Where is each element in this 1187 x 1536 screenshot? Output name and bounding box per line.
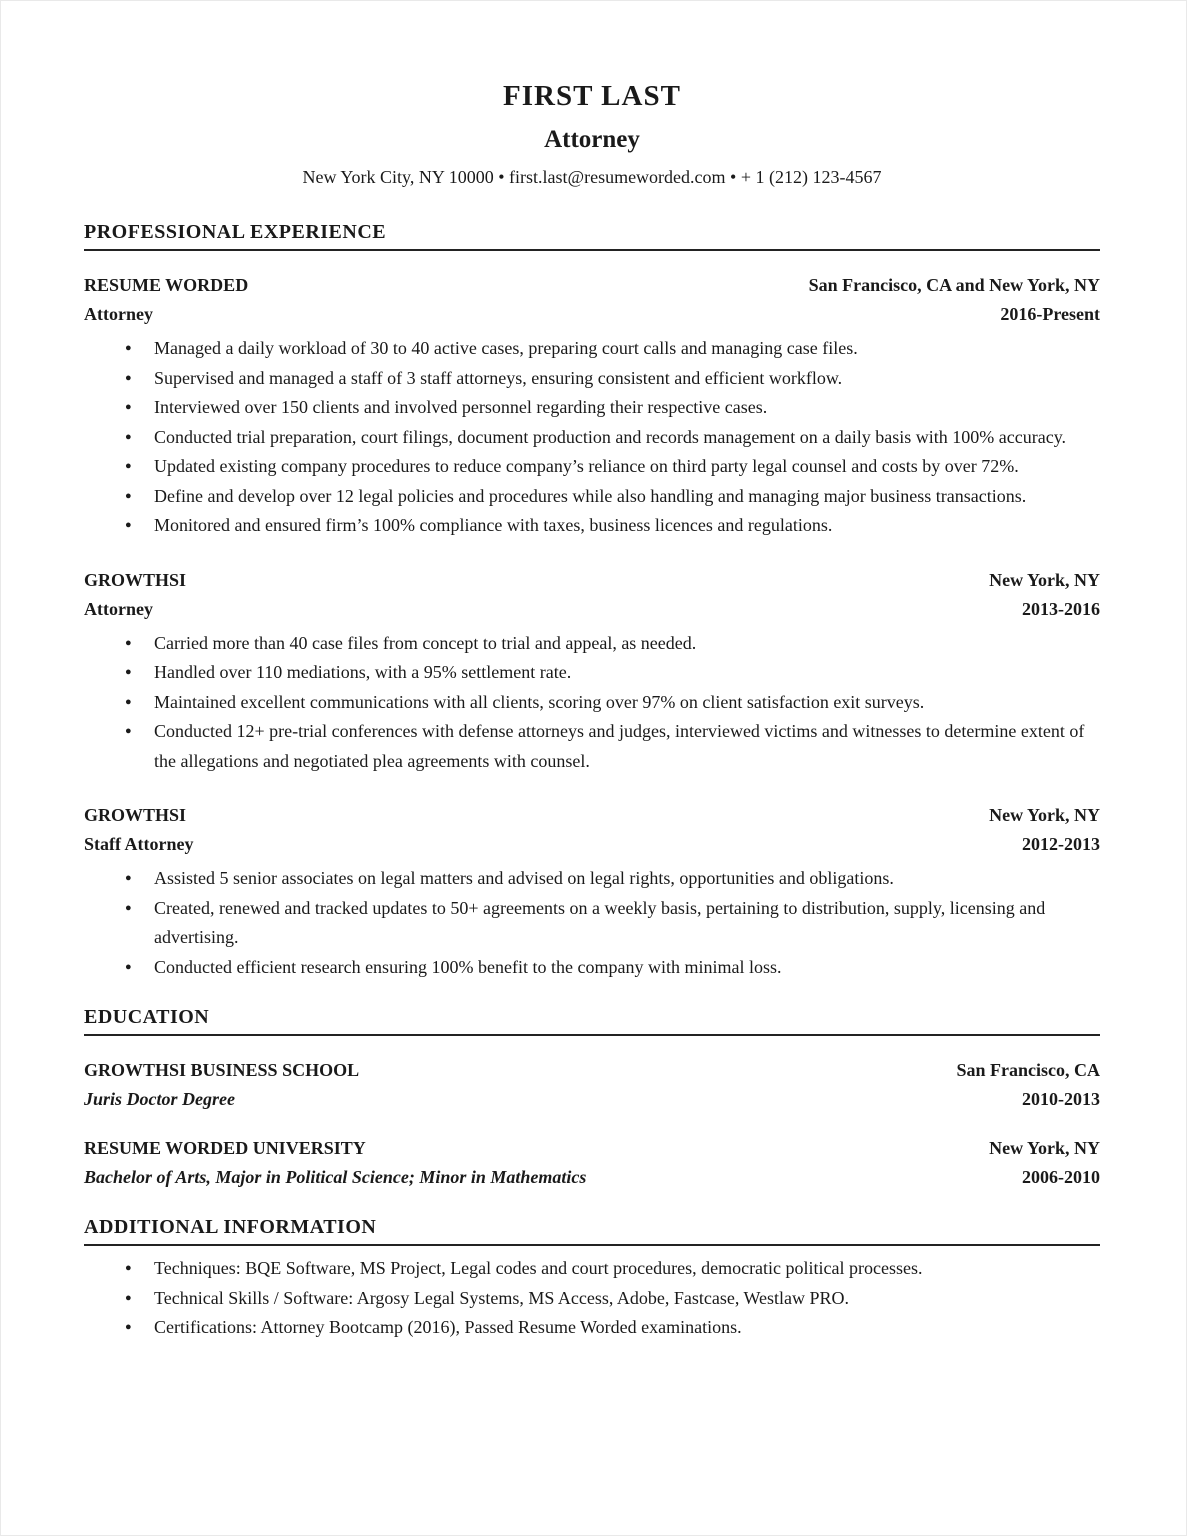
job-bullet: ● Assisted 5 senior associates on legal matters and advised on legal rights, opportunities and obligations. bbox=[84, 864, 1100, 894]
school-degree: Bachelor of Arts, Major in Political Science; Minor in Mathematics bbox=[84, 1167, 587, 1187]
job-bullet: ● Updated existing company procedures to reduce company’s reliance on third party legal counsel and costs by over 72%. bbox=[84, 452, 1100, 482]
school-dates: 2010-2013 bbox=[1022, 1089, 1100, 1109]
job-entry bbox=[84, 801, 1100, 982]
job-company: RESUME WORDED bbox=[84, 275, 249, 295]
job-entry bbox=[84, 271, 1100, 541]
job-bullet: ● Maintained excellent communications with all clients, scoring over 97% on client satisfaction exit surveys. bbox=[84, 688, 1100, 718]
job-bullet: ● Created, renewed and tracked updates to 50+ agreements on a weekly basis, pertaining to distribution, supply, licensing and advertising. bbox=[84, 894, 1100, 953]
job-role: Attorney bbox=[84, 598, 153, 619]
additional-bullet: ● Certifications: Attorney Bootcamp (2016), Passed Resume Worded examinations. bbox=[84, 1313, 1100, 1343]
additional-bullet-list bbox=[84, 1254, 1100, 1343]
job-bullet: ● Define and develop over 12 legal policies and procedures while also handling and managing major business transactions. bbox=[84, 482, 1100, 512]
person-title: Attorney bbox=[544, 126, 640, 153]
job-role: Attorney bbox=[84, 304, 153, 324]
job-location: New York, NY bbox=[989, 569, 1100, 590]
job-dates: 2016-Present bbox=[1000, 304, 1100, 324]
job-bullet: ● Handled over 110 mediations, with a 95% settlement rate. bbox=[84, 658, 1100, 688]
job-dates: 2013-2016 bbox=[1022, 598, 1100, 619]
education-entry bbox=[84, 1134, 1100, 1192]
job-bullet-list bbox=[84, 629, 1100, 777]
section-heading-experience: PROFESSIONAL EXPERIENCE bbox=[84, 221, 387, 243]
job-location: San Francisco, CA and New York, NY bbox=[808, 275, 1100, 295]
section-heading-additional: ADDITIONAL INFORMATION bbox=[84, 1216, 377, 1238]
job-bullet: ● Conducted 12+ pre-trial conferences with defense attorneys and judges, interviewed victims and witnesses to determine extent of the allegations and negotiated plea agreements with counsel. bbox=[84, 717, 1100, 776]
school-location: San Francisco, CA bbox=[956, 1060, 1100, 1080]
job-bullet: ● Carried more than 40 case files from concept to trial and appeal, as needed. bbox=[84, 629, 1100, 659]
section-divider bbox=[84, 1034, 1100, 1036]
school-degree: Juris Doctor Degree bbox=[84, 1089, 235, 1109]
additional-bullet: ● Technical Skills / Software: Argosy Legal Systems, MS Access, Adobe, Fastcase, Westlaw PRO. bbox=[84, 1284, 1100, 1314]
job-dates: 2012-2013 bbox=[1022, 834, 1100, 854]
job-bullet: ● Supervised and managed a staff of 3 staff attorneys, ensuring consistent and efficient workflow. bbox=[84, 364, 1100, 394]
section-heading-education: EDUCATION bbox=[84, 1006, 210, 1028]
education-header-row bbox=[84, 1134, 1100, 1163]
school-name: RESUME WORDED UNIVERSITY bbox=[84, 1138, 366, 1158]
job-role-row bbox=[84, 595, 1100, 624]
job-bullet: ● Conducted efficient research ensuring 100% benefit to the company with minimal loss. bbox=[84, 953, 1100, 983]
job-role-row bbox=[84, 300, 1100, 329]
job-bullet-list bbox=[84, 334, 1100, 541]
education-degree-row bbox=[84, 1163, 1100, 1192]
section-divider bbox=[84, 249, 1100, 251]
job-entry bbox=[84, 566, 1100, 777]
job-bullet: ● Monitored and ensured firm’s 100% compliance with taxes, business licences and regulations. bbox=[84, 511, 1100, 541]
education-degree-row bbox=[84, 1085, 1100, 1114]
education-entry bbox=[84, 1056, 1100, 1114]
contact-line: New York City, NY 10000 • first.last@resumeworded.com • + 1 (212) 123-4567 bbox=[302, 167, 882, 187]
job-bullet: ● Managed a daily workload of 30 to 40 active cases, preparing court calls and managing case files. bbox=[84, 334, 1100, 364]
school-location: New York, NY bbox=[989, 1138, 1100, 1158]
school-dates: 2006-2010 bbox=[1022, 1167, 1100, 1187]
job-header-row bbox=[84, 566, 1100, 595]
person-name: FIRST LAST bbox=[503, 80, 681, 112]
education-header-row bbox=[84, 1056, 1100, 1085]
job-role-row bbox=[84, 830, 1100, 859]
job-bullet: ● Conducted trial preparation, court filings, document production and records management on a daily basis with 100% accuracy. bbox=[84, 423, 1100, 453]
job-bullet: ● Interviewed over 150 clients and involved personnel regarding their respective cases. bbox=[84, 393, 1100, 423]
job-location: New York, NY bbox=[989, 805, 1100, 825]
job-header-row bbox=[84, 271, 1100, 300]
section-education bbox=[84, 1005, 1100, 1192]
additional-bullet: ● Techniques: BQE Software, MS Project, Legal codes and court procedures, democratic political processes. bbox=[84, 1254, 1100, 1284]
job-bullet-list bbox=[84, 864, 1100, 982]
job-company: GROWTHSI bbox=[84, 805, 187, 825]
section-additional bbox=[84, 1215, 1100, 1343]
section-experience bbox=[84, 220, 1100, 982]
school-name: GROWTHSI BUSINESS SCHOOL bbox=[84, 1060, 360, 1080]
job-company: GROWTHSI bbox=[84, 569, 187, 590]
section-divider bbox=[84, 1244, 1100, 1246]
job-header-row bbox=[84, 801, 1100, 830]
job-role: Staff Attorney bbox=[84, 834, 194, 854]
